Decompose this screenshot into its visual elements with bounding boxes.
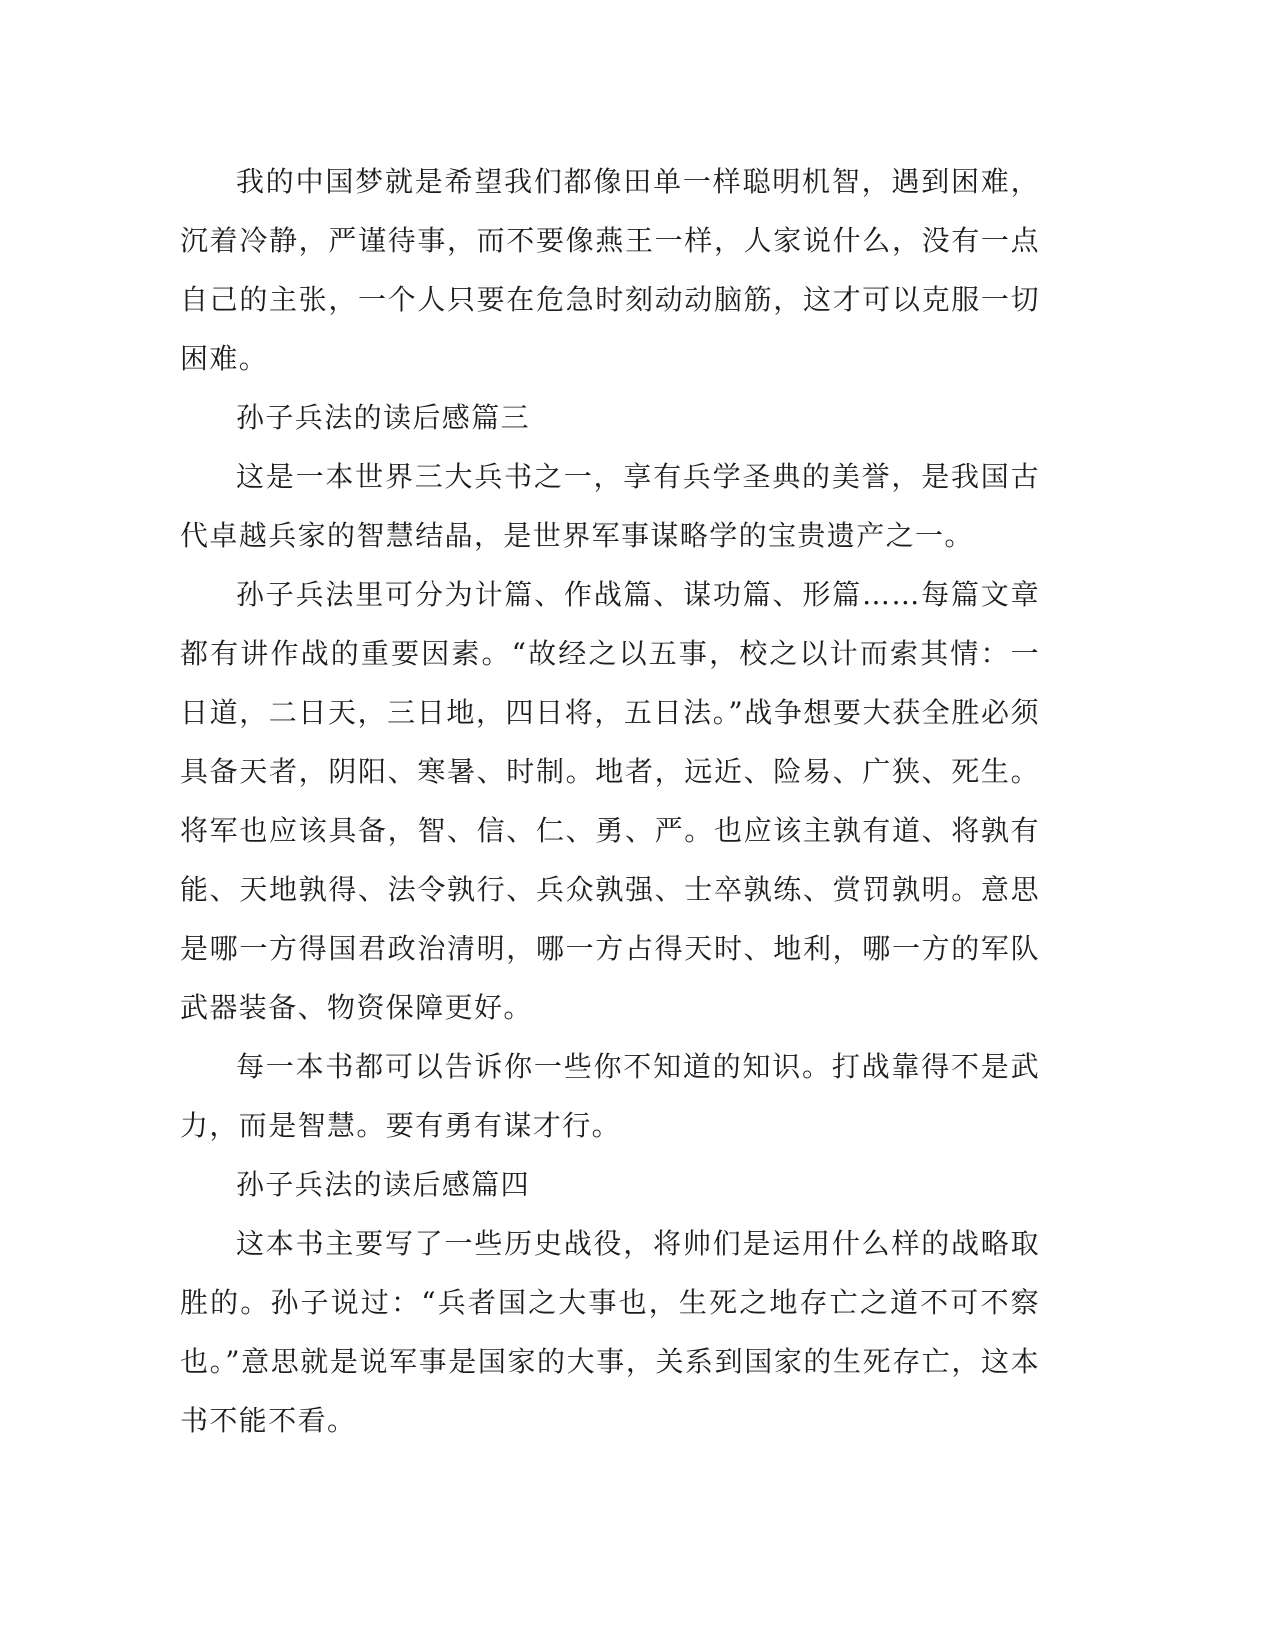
paragraph-chinese-dream: 我的中国梦就是希望我们都像田单一样聪明机智，遇到困难，沉着冷静，严谨待事，而不要像燕王一样，人家说什么，没有一点自己的主张，一个人只要在危急时刻动动脑筋，这才可以克服一切困难。 — [180, 165, 1040, 375]
paragraph-book-intro: 这是一本世界三大兵书之一，享有兵学圣典的美誉，是我国古代卓越兵家的智慧结晶，是世界军事谋略学的宝贵遗产之一。 — [180, 460, 1040, 552]
section-heading-part-four: 孙子兵法的读后感篇四 — [236, 1168, 531, 1201]
section-heading-part-three: 孙子兵法的读后感篇三 — [236, 401, 531, 434]
document-body — [180, 152, 1040, 1450]
paragraph-wisdom: 每一本书都可以告诉你一些你不知道的知识。打战靠得不是武力，而是智慧。要有勇有谋才行。 — [180, 1050, 1040, 1142]
paragraph-chapters: 孙子兵法里可分为计篇、作战篇、谋功篇、形篇……每篇文章都有讲作战的重要因素。“故经之以五事，校之以计而索其情：一日道，二日天，三日地，四日将，五日法。”战争想要大获全胜必须具备天者，阴阳、寒暑、时制。地者，远近、险易、广狭、死生。将军也应该具备，智、信、仁、勇、严。也应该主孰有道、将孰有能、天地孰得、法令孰行、兵众孰强、士卒孰练、赏罚孰明。意思是哪一方得国君政治清明，哪一方占得天时、地利，哪一方的军队武器装备、物资保障更好。 — [180, 578, 1040, 1024]
paragraph-battles: 这本书主要写了一些历史战役，将帅们是运用什么样的战略取胜的。孙子说过：“兵者国之大事也，生死之地存亡之道不可不察也。”意思就是说军事是国家的大事，关系到国家的生死存亡，这本书不能不看。 — [180, 1227, 1040, 1437]
